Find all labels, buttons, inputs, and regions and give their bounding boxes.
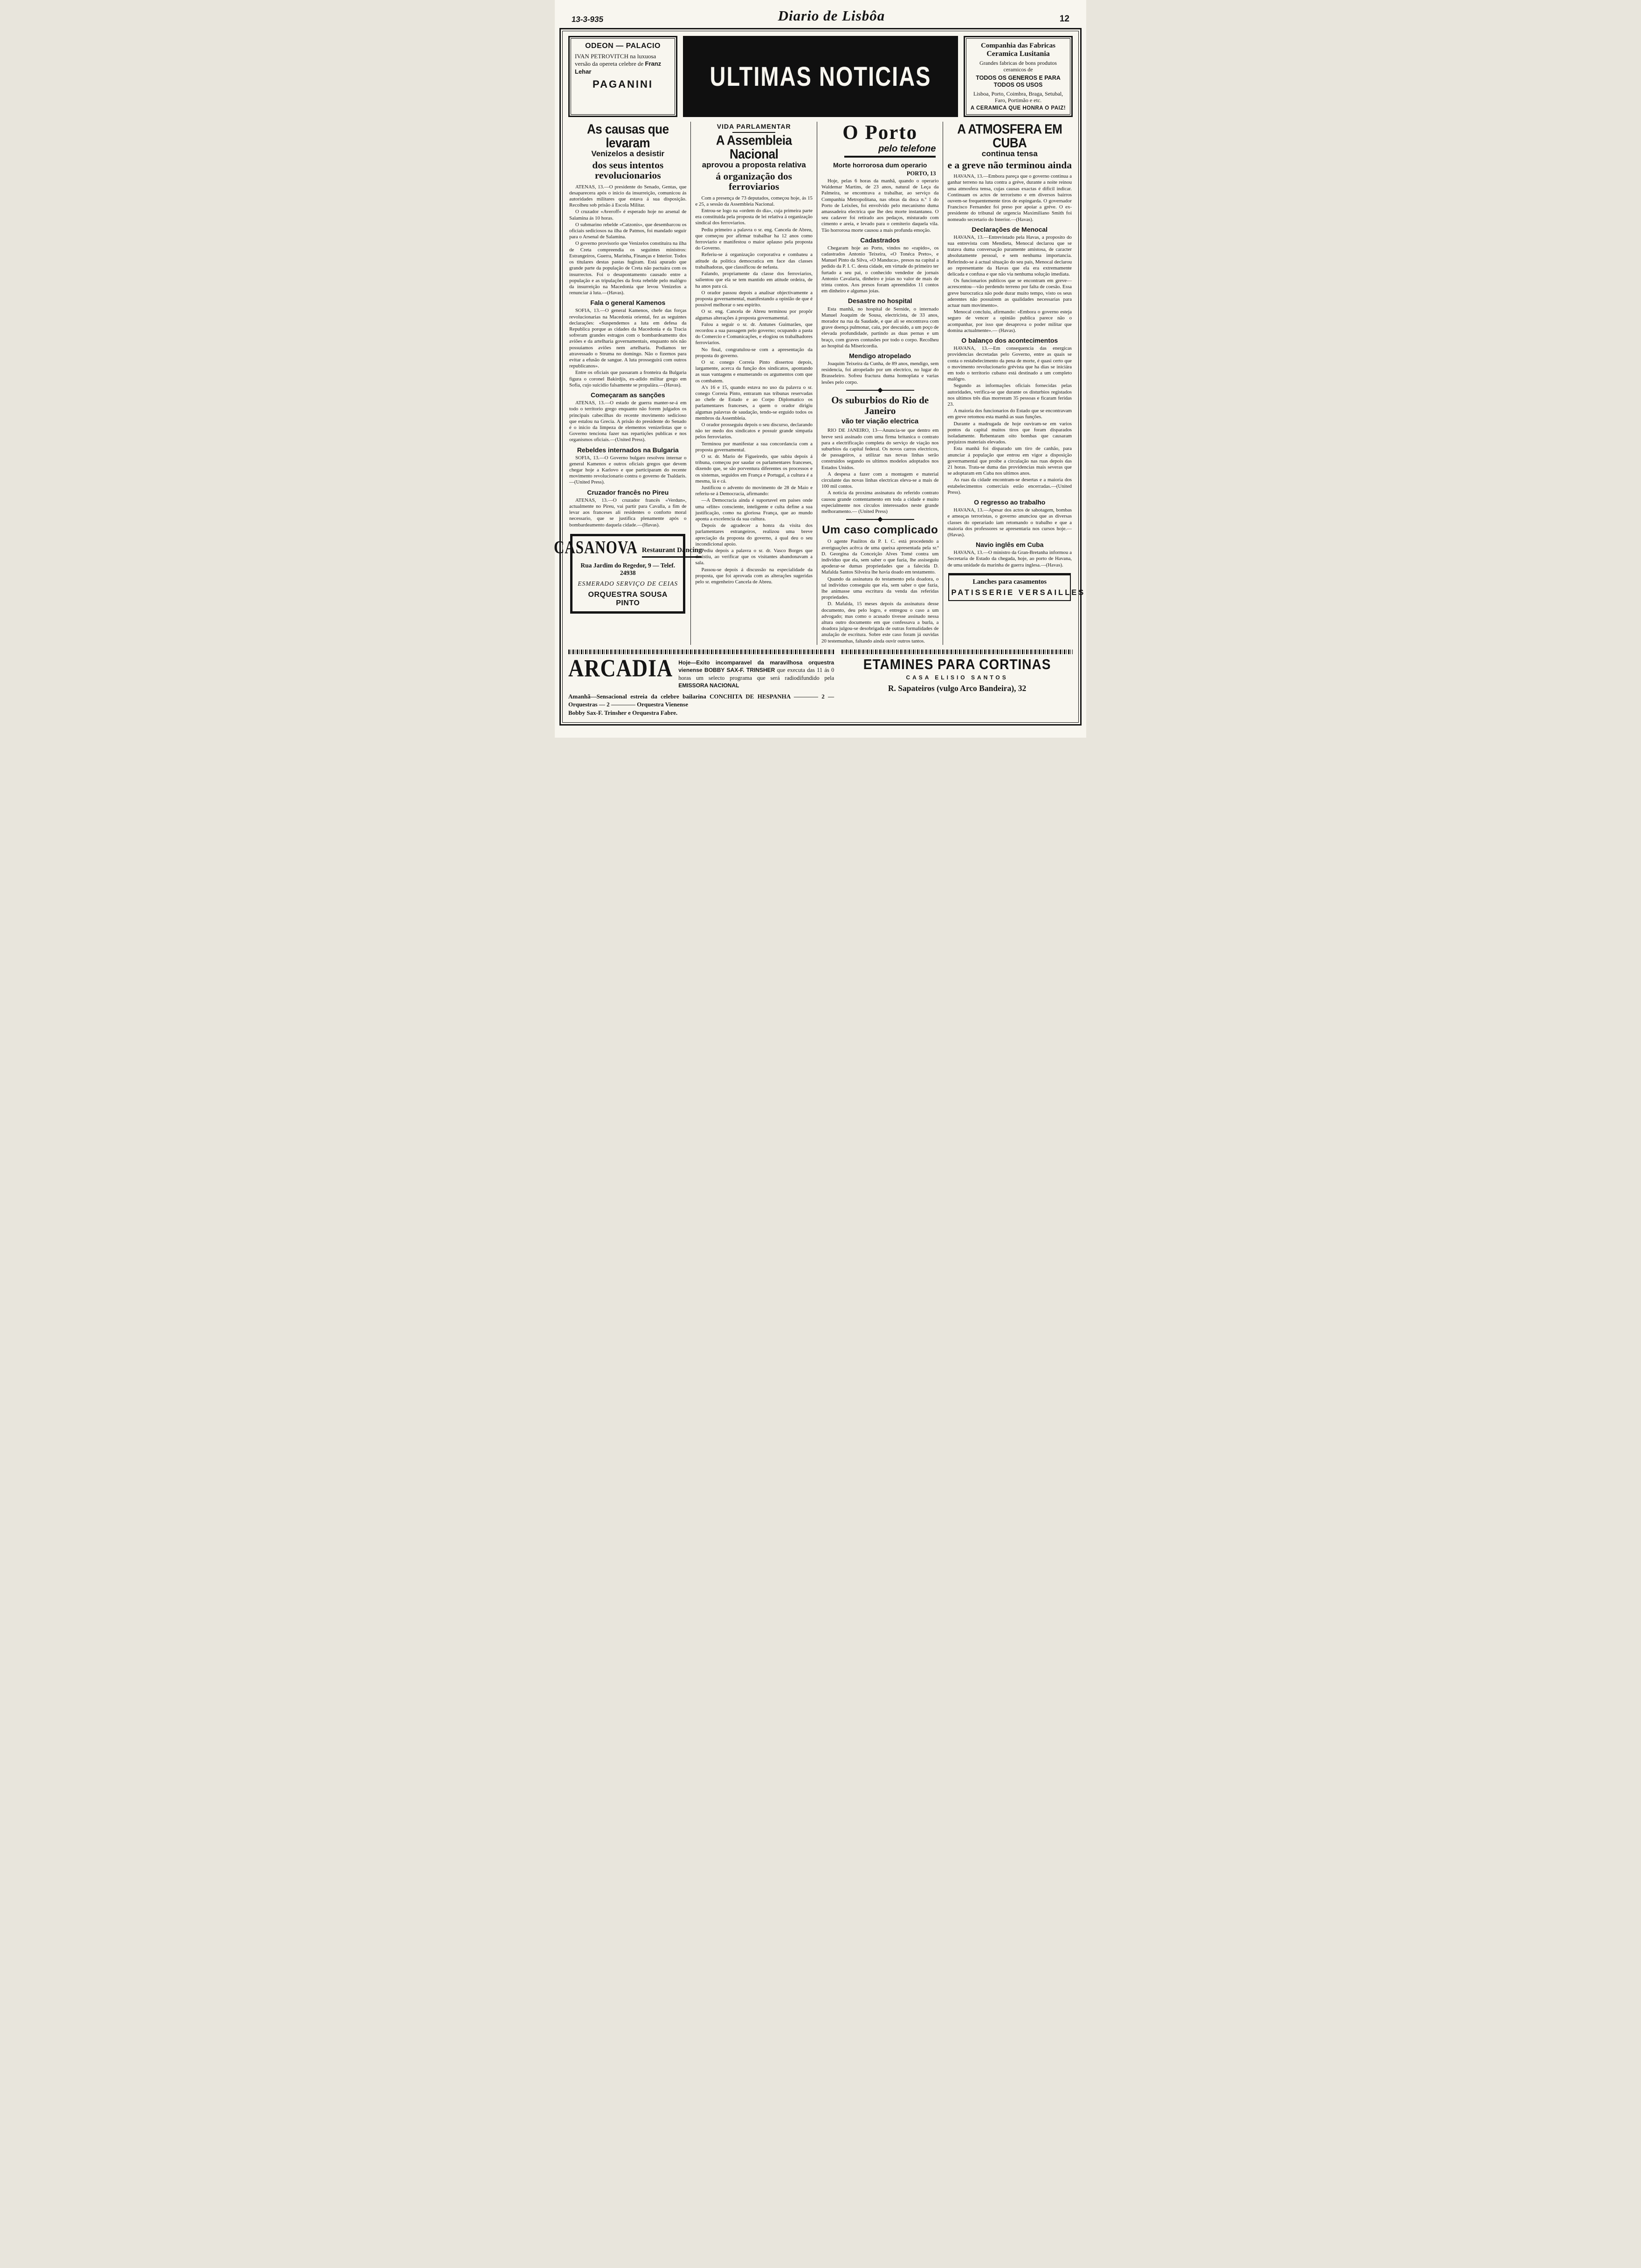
article-paragraph: Durante a madrugada de hoje ouviram-se em varios pontos da capital muitos tiros que foram disparados isoladamente. Rebentaram oito bombas que causaram prejuizos materiais elevados.: [947, 421, 1072, 445]
article-paragraph: O cruzador «Averoff» é esperado hoje no arsenal de Salamina ás 10 horas.: [569, 209, 687, 221]
article-paragraph: O orador passou depois a analisar objectivamente a proposta governamental, manifestando a opinião de que é possivel melhorar o seu espirito.: [695, 290, 813, 308]
ceramica-lusitania-ad: [964, 36, 1073, 117]
column-grecia: [554, 121, 702, 645]
article-subhead: Rebeldes internados na Bulgaria: [577, 446, 679, 454]
edition-date: 13-3-935: [571, 15, 604, 24]
article-headline: As causas que levaram: [586, 121, 669, 151]
arcadia-amanha-line1: Amanhã—Sensacional estreia da celebre bailarina CONCHITA DE HESPANHA ———— 2 — Orquestras — 2 ———— Orquestra Vienense: [568, 692, 834, 708]
article-paragraph: Falando, propriamente da classe dos ferroviarios, salientou que ela se tem mantido em atitude ordeira, de ha anos para cá.: [695, 271, 813, 289]
odeon-body: [575, 53, 671, 76]
article-paragraph: A noticia da proxima assinatura do referido contrato causou grande contentamento em toda a cidade e muito especialmente nos circulos interessados neste grande melhoramento.— (United Press): [821, 490, 939, 514]
article-paragraph: Menocal concluiu, afirmando: «Embora o governo esteja seguro de vencer a opinião publica parece não o acompanhar, por isso que desaprova o poder militar que domina actualmente».— (Havas).: [947, 309, 1072, 333]
article-headline-serif: dos seus intentos revolucionarios: [592, 159, 664, 181]
article-paragraph: SOFIA, 13.—O Governo bulgaro resolveu internar o general Kamenos e outros oficiais gregos que devem chegar hoje a Karlovo e que participaram do recente movimento revolucionario contra o governo de Tsaldaris.—(United Press).: [569, 455, 687, 485]
patisserie-name: PATISSERIE VERSAILLES: [951, 588, 1086, 597]
etamines-casa: CASA ELISIO SANTOS: [906, 674, 1008, 681]
article-subhead: Começaram as sanções: [590, 391, 665, 399]
page-number: 12: [1059, 14, 1069, 24]
casanova-ad: [554, 534, 702, 614]
column-porto: [817, 122, 943, 645]
article-headline: A ATMOSFERA EM CUBA: [957, 121, 1062, 151]
porto-section-subtitle: pelo telefone: [844, 144, 936, 158]
bottom-ads: [568, 650, 1073, 717]
article-paragraph: Os funcionarios publicos que se encontram em greve—acrescentou—vão perdendo terreno por falta de coesão. Essa greve burocratica não pode durar muito tempo, visto os seus aderentes não possuirem as qualidades necessarias para actuar num movimento».: [947, 278, 1072, 309]
article-paragraph: O orador prosseguiu depois o seu discurso, declarando não ter medo dos sindicatos e possuir grande simpatia pelos ferroviarios.: [695, 422, 813, 440]
masthead-title: Diario de Lisbôa: [778, 7, 885, 24]
patisserie-ad: [948, 573, 1086, 601]
article-headline: A Assembleia Nacional: [716, 132, 792, 162]
patisserie-line1: Lanches para casamentos: [972, 578, 1047, 586]
article-paragraph: Falou a seguir o sr. dr. Antunes Guimarães, que recordou a sua passagem pelo governo; ocupando a pasta do Comercio e Comunicações, e elogiou os trabalhadores ferroviarios.: [695, 321, 813, 346]
banner-title: ULTIMAS NOTICIAS: [710, 61, 931, 92]
article-paragraph: As ruas da cidade encontram-se desertas e a maioria dos estabelecimentos comerciais estão encerradas.—(United Press).: [947, 477, 1072, 495]
odeon-title: ODEON — PALACIO: [585, 42, 661, 50]
article-paragraph: Entre os oficiais que passaram a fronteira da Bulgaria figura o coronel Bakirdjis, ex-adido militar grego em Sofia, cujo suicidio falsamente se propalára.—(Havas).: [569, 370, 687, 388]
column-cuba: [943, 121, 1086, 645]
article-paragraph: HAVANA, 13.—Apesar dos actos de sabotagem, bombas e ameaças terroristas, o governo anunciou que as diversas classes do operariado iam retomando o trabalho e que a maioria dos professores se apresentaria nos cursos hoje.—(Havas).: [947, 507, 1072, 538]
ceramica-line1: Companhia das Fabricas: [980, 42, 1056, 49]
article-paragraph: Segundo as informações oficiais fornecidas pelas autoridades, verifica-se que durante os disturbios registados nos ultimos três dias morreram 35 pessoas e ficaram feridas 23.: [947, 383, 1072, 407]
odeon-body-text: IVAN PETROVITCH na luxuosa versão da opereta celebre de: [575, 53, 656, 68]
section-kicker: VIDA PARLAMENTAR: [695, 123, 812, 133]
section-divider: [846, 390, 914, 391]
page-header: [559, 5, 1082, 26]
article-paragraph: Quando da assinatura do testamento pela doadora, o tal individuo conseguiu que ela, sem saber o que fazia, lhe animasse uma escritura da venda das referidas propriedades.: [821, 576, 939, 601]
hatched-rule: [841, 650, 1073, 654]
casanova-name: CASANOVA: [554, 537, 638, 558]
casanova-service-line: ESMERADO SERVIÇO DE CEIAS: [578, 580, 678, 587]
article-paragraph: Entrou-se logo na «ordem do dia», cuja primeira parte era constituida pela proposta de lei relativa á organização sindical dos ferroviarios.: [695, 208, 813, 226]
banner-row: [568, 36, 1073, 117]
ceramica-line5: Lisboa, Porto, Coimbra, Braga, Setubal, Faro, Portimão e etc.: [973, 90, 1063, 104]
arcadia-orchestra-name: BOBBY SAX-F. TRINSHER: [704, 667, 775, 674]
article-paragraph: O submarino rebelde «Catzonis», que desembarcou os oficiais sediciosos na ilha de Patmos, foi mandado seguir para o Arsenal de Salamina.: [569, 221, 687, 240]
article-paragraph: Passou-se depois á discussão na especialidade da proposta, que foi aprovada com as alterações sugeridas pelo sr. engenheiro Cancela de Abreu.: [695, 567, 813, 585]
article-headline: Os suburbios do Rio de Janeiro: [831, 394, 929, 416]
article-paragraph: HAVANA, 13.—O ministro da Gran-Bretanha informou a Secretaria de Estado da chegada, hoje, ao porto de Havana, de uma unidade da marinha de guerra inglesa.—(Havas).: [947, 550, 1072, 568]
ultimas-noticias-banner: [683, 36, 958, 117]
article-subhead: O regresso ao trabalho: [974, 498, 1046, 506]
article-paragraph: Esta manhã, no hospital de Sernide, o internado Manuel Joaquim de Sousa, electricista, de 33 anos, morador na rua da Saudade, e que ali se encontrava com grave doença pulmonar, caíu, por descuido, a um poço de elevada profundidade, partindo as duas pernas e um braço, com graves contusões por todo o corpo. Recolheu ao hospital da Misericordia.: [821, 306, 939, 349]
article-paragraph: O sr. eng. Cancela de Abreu terminou por propôr algumas alterações á proposta governamental.: [695, 309, 813, 321]
article-paragraph: A maioria dos funcionarios do Estado que se encontravam em greve retomou esta manhã as suas funções.: [947, 408, 1072, 420]
newspaper-page: [555, 0, 1086, 738]
article-paragraph: ATENAS, 13.—O cruzador francês «Verdun», actualmente no Pireu, vai partir para Cavalla, a fim de levar aos franceses ali residentes o conforto moral necessario, que se justifica plenamente após o bombardeamento daquela cidade.—(Havas).: [569, 497, 687, 528]
article-subheadline: vão ter viação electrica: [841, 417, 919, 426]
arcadia-hoje-mid: que executa das 11 ás 0 horas um selecto programa que será radiodifundido pela: [678, 667, 834, 681]
article-subhead: Navio inglês em Cuba: [975, 541, 1044, 549]
arcadia-emissora: EMISSORA NACIONAL: [678, 682, 739, 689]
ceramica-slogan: A CERAMICA QUE HONRA O PAIZ!: [970, 105, 1066, 111]
section-divider: [846, 519, 914, 520]
article-paragraph: Esta manhã foi disparado um tiro de canhão, para anunciar á população que entrou em vigor a disposição governamental que proíbe a circulação nas ruas depois das 21 horas. Trata-se duma das providencias mais severas que se adoptaram em Cuba nos ultimos anos.: [947, 446, 1072, 477]
article-paragraph: Depois de agradecer a honra da visita dos parlamentares estrangeiros, realizou uma breve apreciação da proposta do governo, á qual deu o seu incondicional apoio.: [695, 523, 813, 547]
article-paragraph: HAVANA, 13.—Embora pareça que o governo continua a ganhar terreno na luta contra a gréve, durante a noite reinou uma atmosfera tensa, cujas causas exactas é dificil indicar. Continuam os actos de terrorismo e em diversos bairros ouvem-se frequentemente tiros de espingarda. O governador Francisco Fernandez foi preso por apoiar a gréve. O ex-presidente do tribunal de urgencia Maximiliano Smith foi nomeado secretario do Interior.—(Havas).: [947, 173, 1072, 222]
arcadia-hoje-lead: Hoje—Exito incomparavel da maravilhosa orquestra vienense: [678, 659, 834, 674]
odeon-feature-title: PAGANINI: [593, 78, 653, 90]
article-headline: Um caso complicado: [822, 524, 938, 537]
article-paragraph: Hoje, pelas 6 horas da manhã, quando o operario Waldemar Martins, de 23 anos, natural de Leça da Palmeira, se encontrava a trabalhar, ao serviço da Companhia Metropolitana, nas obras da doca n.º 1 do Porto de Leixões, foi envolvido pelo mecanismo duma amassadeira electrica que lhe deu morte instantanea. O seu cadaver foi retirado aos pedaços, misturado com cimento e areia, e levado para o cemiterio daquela vila. Tão horrorosa morte causou a mais profunda emoção.: [821, 178, 939, 233]
casanova-tagline: Restaurant Dancing: [642, 546, 702, 558]
arcadia-name: ARCADIA: [568, 654, 673, 682]
arcadia-hoje-line: [678, 658, 834, 690]
article-subheadline: Venizelos a desistir: [591, 149, 665, 158]
etamines-ad: [841, 650, 1073, 717]
article-paragraph: Joaquim Teixeira da Cunha, de 89 anos, mendigo, sem residencia, foi atropelado por um electrico, no lugar do Brasseleiro. Sofreu fractura duma homoplata e varias lesões pelo corpo.: [821, 361, 939, 385]
article-paragraph: SOFIA, 13.—O general Kamenos, chefe das forças revolucionarias na Macedonia oriental, fez as seguintes declarações: «Suspendemos a luta em defesa da Republica porque as cidades da Macedonia e da Tracia sofreram grandes estragos com o bombardeamento dos aviões e da artelharia governamentais, enquanto nós não possuiamos aviões nem artelharia. Podiamos ter atravessado o Struma no domingo. Não o fizemos para evitar a efusão de sangue. A luta prosseguirá com outros republicanos».: [569, 308, 687, 369]
article-paragraph: HAVANA, 13.—Em consequencia das energicas providencias decretadas pelo Governo, entre as quais se conta o restabelecimento da pena de morte, é quasi certo que o movimento revolucionario grévista que ha dias se iniciára em todo o territorio cubano está destinado a um completo malôgro.: [947, 346, 1072, 382]
article-paragraph: —A Democracia ainda é suportavel em paises onde uma «élite» consciente, inteligente e culta define a sua justificação, como na gloriosa França, que ao mundo aponta a excelencia da sua cultura.: [695, 498, 813, 522]
column-assembleia: [690, 122, 816, 645]
article-paragraph: HAVANA, 13.—Entrevistado pela Havas, a proposito do sua entrevista com Mendieta, Menocal declarou que se tratava duma conversação puramente amistosa, de caracter absolutamente pessoal, e sem nenhuma importancia. Referindo-se á actual situação do seu país, Menocal declarou ao representante da Havas que ela era extremamente delicada e confusa e que não via nenhuma solução imediata.: [947, 234, 1072, 277]
article-paragraph: Com a presença de 73 deputados, começou hoje, ás 15 e 25, a sessão da Assembleia Nacional.: [695, 195, 813, 207]
article-subhead: Morte horrorosa dum operario: [833, 161, 927, 169]
article-subhead: Declarações de Menocal: [972, 225, 1048, 233]
article-subhead: Desastre no hospital: [848, 297, 912, 305]
odeon-palacio-ad: [568, 36, 677, 117]
ceramica-line3: Grandes fabricas de bons produtos ceramicos de: [979, 60, 1057, 73]
article-paragraph: Terminou por manifestar a sua concordancia com a proposta governamental.: [695, 441, 813, 453]
porto-section-title: O Porto: [842, 121, 918, 144]
article-paragraph: O agente Paulitos da P. I. C. está procedendo a averiguações acêrca de uma queixa apresentada pela sr.ª D. Georgina da Conceição Alves Tomé contra um individuo que ela, sem saber o que fazia, lhe assiseguiu apoderar-se dumas propriedades que a falecida D. Mafalda Santos Silveira lhe havia doado em testamento.: [821, 539, 939, 575]
ceramica-line4: TODOS OS GENEROS E PARA TODOS OS USOS: [976, 74, 1061, 89]
article-dateline: PORTO, 13: [906, 170, 936, 177]
page-frame: [554, 28, 1086, 726]
odeon-body-bold: Franz Lehar: [575, 60, 662, 75]
article-paragraph: ATENAS, 13.—O estado de guerra manter-se-á em todo o territorio grego enquanto não forem julgados os principais cabecilhas do recente movimento sedicioso que estalou na Grecia. A prisão do presidente do Senado é o inicio da limpeza de elementos venizelistas que o Governo tenciona fazer nas repartições publicas e nos organismos oficiais.—(United Press).: [569, 400, 687, 443]
article-subheadline: continua tensa: [981, 149, 1038, 158]
etamines-address: R. Sapateiros (vulgo Arco Bandeira), 32: [888, 683, 1027, 693]
article-paragraph: A despesa a fazer com a montagem e material circulante das novas linhas electricas eleva-se a mais de 100 mil contos.: [821, 471, 939, 490]
article-paragraph: No final, congratulou-se com a apresentação da proposta do governo.: [695, 346, 813, 359]
hatched-rule: [568, 650, 834, 654]
article-paragraph: ATENAS, 13.—O presidente do Senado, Gentas, que desaparecera após o inicio da insurreição, comunicou ás autoridades militares que estava á sua disposição. Recolheu sob prisão á Escola Militar.: [569, 184, 687, 208]
article-paragraph: O governo provisorio que Venizelos constituira na ilha de Creta compreendia os seguintes ministros: Estrangeiros, Guerra, Marinha, Finanças e Interior. Todos os titulares destas pastas fugiram. Está apurado que grande parte da população de Creta não pactuára com os insurrectos. Foi o desapontamento causado entre a população e as tripulações da frota rebelde pelo malôgro da insurreição na Macedonia que levou Venizelos a renunciar á luta.—(Havas).: [569, 241, 687, 296]
article-paragraph: Chegaram hoje ao Porto, vindos no «rapido», os cadastrados Antonio Teixeira, «O Tonéca Preto», e Manuel Pinto da Silva, «O Manduca», presos na capital a pedido da P. I. C. desta cidade, em virtude do primeiro ter furtado a seu pai, o conhecido vendedor de jornais Antonio Cavalaria, dinheiro e joias no valor de mais de trinta contos. Aos presos foram apreendidos 11 contos em dinheiro e algumas joias.: [821, 245, 939, 294]
casanova-address: Rua Jardim do Regedor, 9 — Telef. 24938: [580, 561, 676, 576]
article-paragraph: O sr. conego Correia Pinto dissertou depois, largamente, acerca da função dos sindicatos, apontando as suas vantagens e enumerando os argumentos com que os combatem.: [695, 359, 813, 384]
article-paragraph: D. Mafalda, 15 meses depois da assinatura desse documento, deu pelo logro, e entregou o caso a um advogado; mas como o acusado tivesse assinado nessa altura outro documento em que confessava a burla, a doadora julgou-se desobrigada de outras formalidades de anulação de escritura. Sobre este caso foram já ouvidas 20 testemunhas, faltando ainda ouvir outros tantos.: [821, 601, 939, 644]
article-subheadline: aprovou a proposta relativa: [702, 160, 806, 169]
article-paragraph: Referiu-se á organização corporativa e combateu a atitude da politica democratica em face das classes trabalhadoras, que classificou de nefasta.: [695, 252, 813, 270]
article-subhead: O balanço dos acontecimentos: [961, 337, 1058, 345]
ceramica-line2: Ceramica Lusitania: [986, 50, 1050, 58]
article-paragraph: RIO DE JANEIRO, 13—Anuncia-se que dentro em breve será assinado com uma firma britanica o contrato para a electrificação completa do serviço de viação nos suburbios da capital federal. Os novos carros electricos, de passageiros, a utilizar nas novas linhas serão construidos segundo os ultimos modelos adoptados nos Estados Unidos.: [821, 428, 939, 470]
arcadia-ad: [568, 650, 834, 717]
article-paragraph: Justificou o advento do movimento de 28 de Maio e referiu-se á Democracia, afirmando:: [695, 485, 813, 497]
article-headline-serif: e a greve não terminou ainda: [947, 159, 1072, 171]
article-paragraph: Pediu primeiro a palavra o sr. eng. Cancela de Abreu, que começou por afirmar trabalhar ha 12 anos como ferroviario e manifestou o maior aplauso pela proposta do Governo.: [695, 227, 813, 251]
columns: [554, 121, 1086, 645]
article-headline-serif: á organização dos ferroviarios: [716, 170, 793, 193]
article-paragraph: Pediu depois a palavra o sr. dr. Vasco Borges que desistiu, ao verificar que os visitantes abandonavam a sala.: [695, 548, 813, 566]
article-subhead: Cadastrados: [860, 236, 900, 244]
etamines-title: ETAMINES PARA CORTINAS: [863, 656, 1051, 672]
article-paragraph: A's 16 e 15, quando estava no uso da palavra o sr. conego Correia Pinto, entraram nas tribunas reservadas ao chefe de Estado e ao Corpo Diplomatico os parlamentares franceses, a quem o orador dirigiu algumas palavras de saudação, tendo-se erguido todos os membros da Assembleia.: [695, 384, 813, 421]
article-subhead: Cruzador francês no Pireu: [587, 488, 669, 496]
arcadia-amanha-line2: Bobby Sax-F. Trinsher e Orquestra Fabre.: [568, 709, 678, 716]
article-paragraph: O sr. dr. Mario de Figueiredo, que subiu depois á tribuna, começou por saudar os parlamentares franceses, dizendo que, se são porventura diferentes os processos e os sistemas, seguidos em França e Portugal, a cultura é a mesma, lá e cá.: [695, 453, 813, 484]
casanova-orchestra-line: ORQUESTRA SOUSA PINTO: [588, 590, 668, 607]
article-subhead: Fala o general Kamenos: [590, 299, 666, 307]
article-subhead: Mendigo atropelado: [849, 352, 911, 360]
